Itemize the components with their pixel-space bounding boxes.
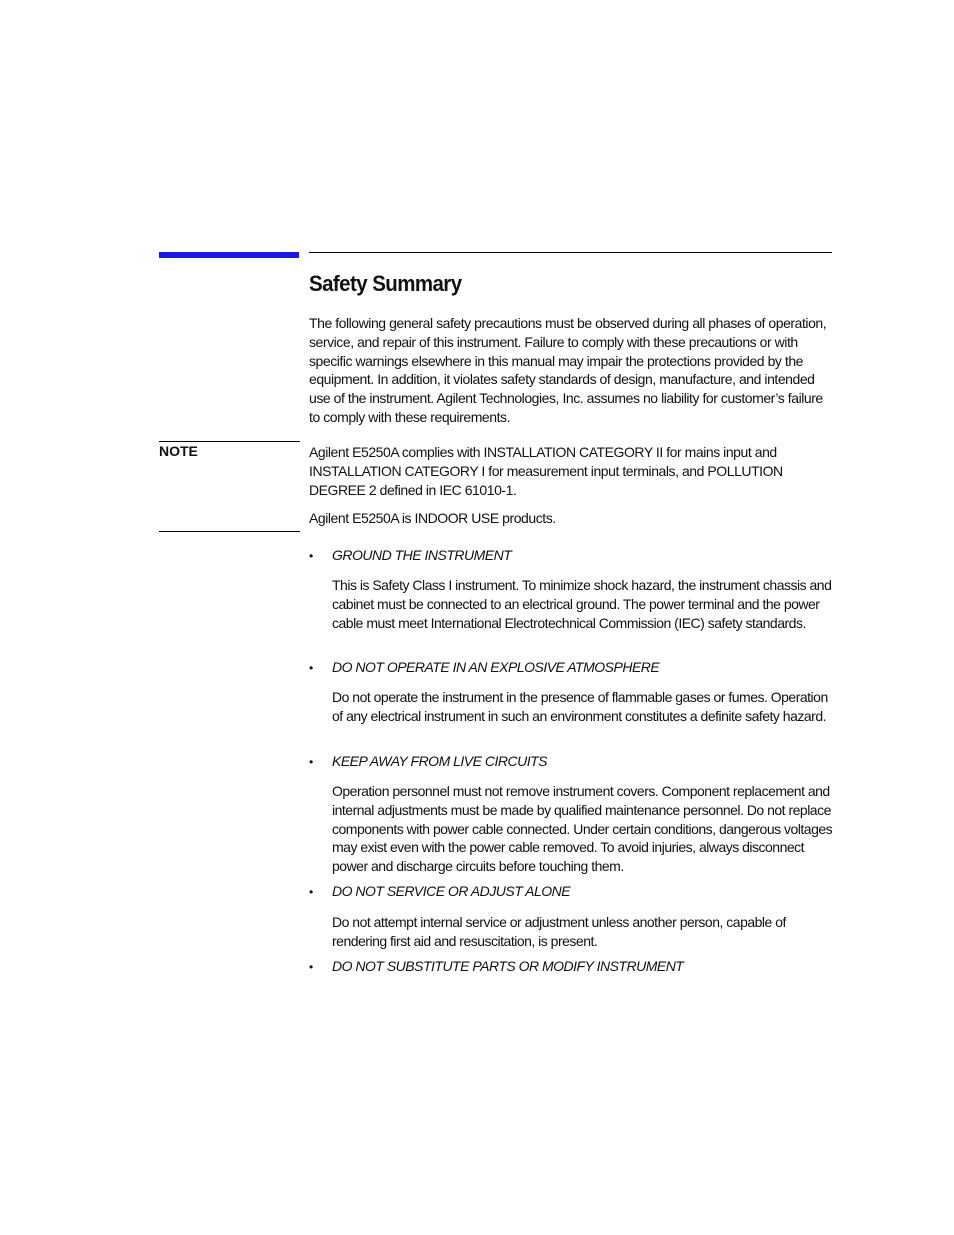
bullet-marker: • [309, 661, 314, 675]
item-body-service-alone: Do not attempt internal service or adjustment unless another person, capable of rendering first aid and resuscitation, is present. [332, 914, 786, 949]
note-rule-bottom [159, 531, 300, 532]
page-title: Safety Summary [309, 271, 462, 296]
header-rule [309, 252, 832, 253]
item-body-ground: This is Safety Class I instrument. To minimize shock hazard, the instrument chassis and cabinet must be connected to an electrical ground. The power terminal and the power cable must meet International Electrotechnical Commission (IEC) safety standards. [332, 577, 832, 631]
section-accent-bar [159, 252, 299, 258]
note-paragraph-1: Agilent E5250A complies with INSTALLATION CATEGORY II for mains input and INSTALLATION CATEGORY I for measurement input terminals, and POLLUTION DEGREE 2 defined in IEC 61010-1. [309, 444, 783, 498]
item-heading-substitute-parts: DO NOT SUBSTITUTE PARTS OR MODIFY INSTRUMENT [332, 958, 684, 974]
note-rule-top [159, 441, 300, 442]
note-paragraph-2: Agilent E5250A is INDOOR USE products. [309, 510, 556, 526]
bullet-marker: • [309, 549, 314, 563]
bullet-marker: • [309, 960, 314, 974]
note-label: NOTE [159, 443, 198, 459]
item-heading-ground: GROUND THE INSTRUMENT [332, 547, 512, 563]
item-body-live-circuits: Operation personnel must not remove instrument covers. Component replacement and internal adjustments must be made by qualified maintenance personnel. Do not replace components with power cable connected. Under certain conditions, dangerous voltages may exist even with the power cable removed. To avoid injuries, always disconnect power and discharge circuits before touching them. [332, 783, 833, 875]
item-heading-explosive: DO NOT OPERATE IN AN EXPLOSIVE ATMOSPHERE [332, 659, 660, 675]
item-heading-service-alone: DO NOT SERVICE OR ADJUST ALONE [332, 883, 571, 899]
item-heading-live-circuits: KEEP AWAY FROM LIVE CIRCUITS [332, 753, 547, 769]
bullet-marker: • [309, 885, 314, 899]
intro-paragraph: The following general safety precautions must be observed during all phases of operation, service, and repair of this instrument. Failure to comply with these precautions or with specific warnings elsewhere in this manual may impair the protections provided by the equipment. In addition, it violates safety standards of design, manufacture, and intended use of the instrument. Agilent Technologies, Inc. assumes no liability for customer’s failure to comply with these requirements. [309, 315, 827, 425]
bullet-marker: • [309, 755, 314, 769]
item-body-explosive: Do not operate the instrument in the presence of flammable gases or fumes. Operation of any electrical instrument in such an environment constitutes a definite safety hazard. [332, 689, 828, 724]
